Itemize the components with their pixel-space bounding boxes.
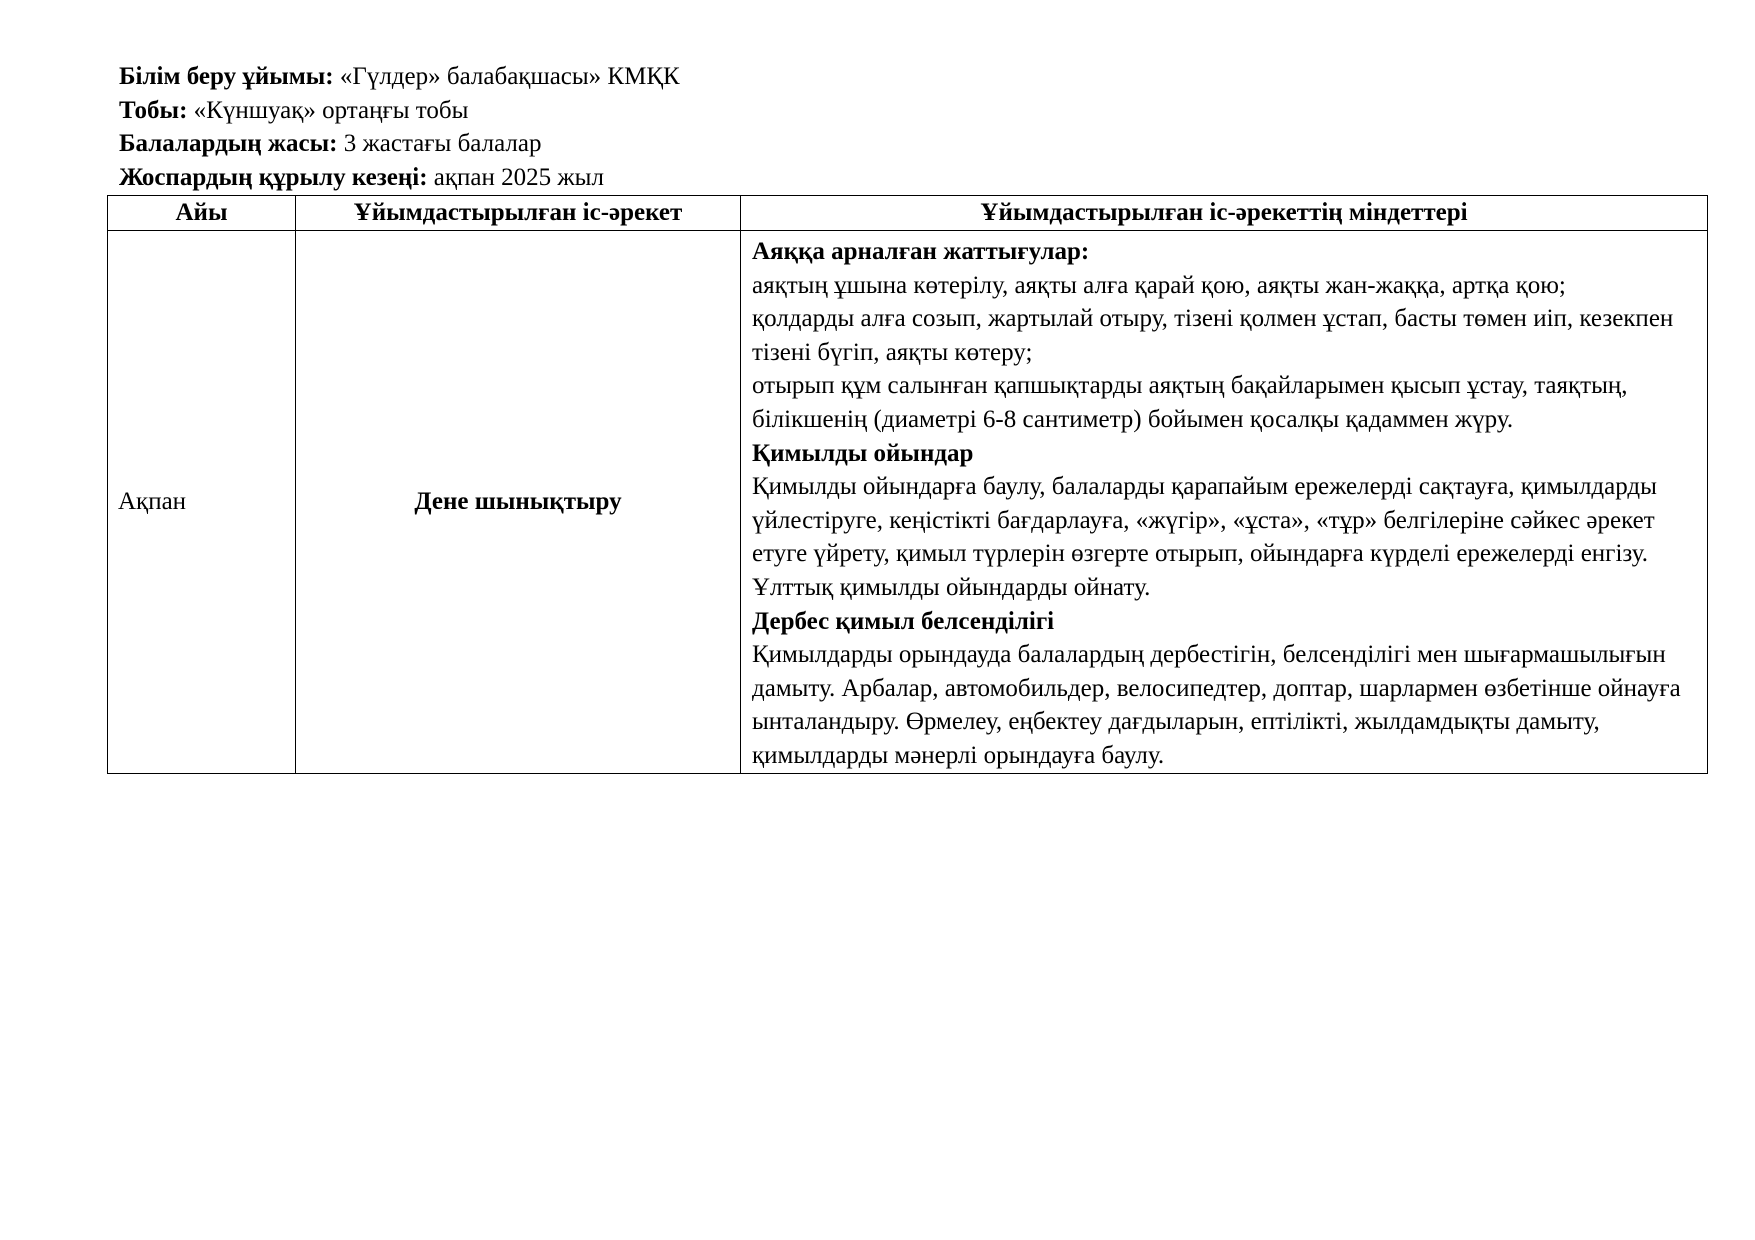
organization-line <box>119 60 1619 94</box>
organization-value: «Гүлдер» балабақшасы» КМҚК <box>339 63 680 90</box>
tasks-cell <box>741 231 1708 774</box>
activity-cell: Дене шынықтыру <box>296 231 741 774</box>
table-header-row <box>108 196 1708 231</box>
section-paragraph: қолдарды алға созып, жартылай отыру, тізені қолмен ұстап, басты төмен иіп, кезекпен тізені бүгіп, аяқты көтеру; <box>752 305 1674 366</box>
column-header-activity: Ұйымдастырылған іс-әрекет <box>296 196 741 231</box>
group-value: «Күншуақ» ортаңғы тобы <box>193 96 469 124</box>
period-value: ақпан 2025 жыл <box>433 163 604 191</box>
section-paragraph: аяқтың ұшына көтерілу, аяқты алға қарай қою, аяқты жан-жаққа, артқа қою; <box>752 271 1566 299</box>
section-heading: Дербес қимыл белсенділігі <box>752 607 1055 635</box>
column-header-month: Айы <box>108 196 296 231</box>
month-cell: Ақпан <box>108 231 296 774</box>
period-line <box>119 161 1619 195</box>
column-header-tasks: Ұйымдастырылған іс-әрекеттің міндеттері <box>741 196 1708 231</box>
section-paragraph: отырып құм салынған қапшықтарды аяқтың бақайларымен қысып ұстау, таяқтың, білікшенің (диаметрі 6-8 сантиметр) бойымен қосалқы қадаммен жүру. <box>752 372 1628 433</box>
group-line <box>119 94 1619 128</box>
age-value: 3 жастағы балалар <box>343 130 542 157</box>
section-heading: Қимылды ойындар <box>752 439 974 467</box>
section-paragraph: Қимылдарды орындауда балалардың дербестігін, белсенділігі мен шығармашылығын дамыту. Арбалар, автомобильдер, велосипедтер, доптар, шарлармен өзбетінше ойнауға ынталандыру. Өрмелеу, еңбектеу дағдыларын, ептілікті, жылдамдықты дамыту, қимылдарды мәнерлі орындауға баулу. <box>752 641 1681 769</box>
section-heading: Аяққа арналған жаттығулар: <box>752 238 1090 265</box>
plan-table <box>107 195 1708 774</box>
period-label: Жоспардың құрылу кезеңі: <box>119 163 428 191</box>
document-header <box>119 60 1619 194</box>
section-paragraph: Қимылды ойындарға баулу, балаларды қарапайым ережелерді сақтауға, қимылдарды үйлестіруге, кеңістікті бағдарлауға, «жүгір», «ұста», «тұр» белгілеріне сәйкес әрекет етуге үйрету, қимыл түрлерін өзгерте отырып, ойындарға күрделі ережелерді енгізу. Ұлттық қимылды ойындарды ойнату. <box>752 473 1657 601</box>
group-label: Тобы: <box>119 96 188 124</box>
table-row <box>108 231 1708 774</box>
organization-label: Білім беру ұйымы: <box>119 63 334 90</box>
age-line <box>119 127 1619 161</box>
age-label: Балалардың жасы: <box>119 130 338 157</box>
